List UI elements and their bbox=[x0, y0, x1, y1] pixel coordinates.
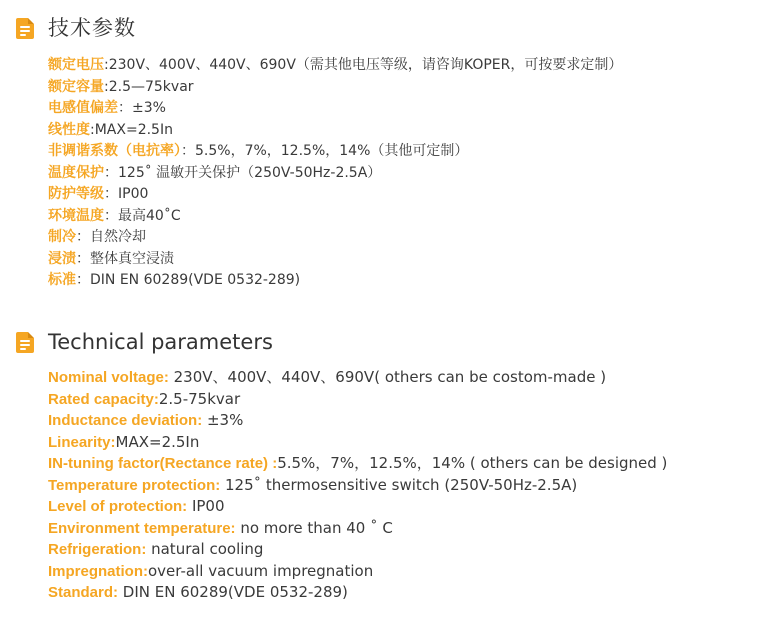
parameter-label: Inductance deviation: bbox=[48, 412, 203, 429]
parameter-value: natural cooling bbox=[146, 540, 264, 558]
parameter-label: 防护等级 bbox=[48, 186, 104, 202]
parameter-value: 5.5%，7%，12.5%，14% ( others can be designed ) bbox=[277, 454, 668, 472]
parameter-row bbox=[48, 227, 622, 249]
parameter-label: 额定电压 bbox=[48, 57, 104, 73]
parameter-row bbox=[48, 475, 667, 497]
parameter-value: MAX=2.5In bbox=[94, 121, 173, 138]
parameter-row bbox=[48, 561, 667, 583]
parameter-row bbox=[48, 55, 622, 77]
parameter-label: IN-tuning factor(Rectance rate) : bbox=[48, 455, 278, 472]
parameter-row bbox=[48, 432, 667, 454]
parameter-label: 非调谐系数（电抗率） bbox=[48, 143, 181, 159]
parameter-label: 环境温度 bbox=[48, 207, 104, 224]
parameter-row bbox=[48, 367, 667, 389]
parameter-row bbox=[48, 120, 622, 142]
parameter-row bbox=[48, 249, 622, 271]
parameter-row bbox=[48, 184, 622, 206]
separator: ： bbox=[76, 250, 90, 267]
parameter-label: 线性度 bbox=[48, 121, 90, 138]
parameter-label: 浸渍 bbox=[48, 250, 76, 267]
parameter-row bbox=[48, 163, 622, 185]
english-section bbox=[0, 326, 763, 601]
section-title: Technical parameters bbox=[48, 330, 273, 354]
separator: ： bbox=[181, 143, 195, 159]
parameter-list bbox=[48, 55, 622, 292]
document-icon bbox=[16, 18, 34, 39]
parameter-label: Impregnation: bbox=[48, 562, 148, 580]
parameter-value: 230V、400V、440V、690V( others can be costom-made ) bbox=[168, 368, 607, 386]
section-heading bbox=[0, 12, 763, 44]
parameter-row bbox=[48, 389, 667, 411]
parameter-row bbox=[48, 539, 667, 561]
parameter-label: 温度保护 bbox=[48, 164, 104, 181]
parameter-value: MAX=2.5In bbox=[115, 432, 200, 451]
parameter-row bbox=[48, 141, 622, 163]
section-heading bbox=[0, 326, 763, 358]
parameter-label: Nominal voltage: bbox=[48, 369, 169, 386]
parameter-value: 自然冷却 bbox=[90, 229, 146, 245]
parameter-label: 额定容量 bbox=[48, 78, 104, 95]
separator: ： bbox=[104, 207, 118, 224]
parameter-value: 230V、400V、440V、690V（需其他电压等级，请咨询KOPER，可按要求定制） bbox=[108, 57, 623, 73]
parameter-value: ±3% bbox=[132, 100, 166, 116]
separator: ： bbox=[76, 272, 90, 288]
document-icon bbox=[16, 332, 34, 353]
parameter-label: 制冷 bbox=[48, 229, 76, 245]
parameter-value: 125˚ thermosensitive switch (250V-50Hz-2.5A) bbox=[220, 475, 578, 494]
chinese-section bbox=[0, 12, 763, 288]
separator: : bbox=[104, 57, 109, 73]
parameter-row bbox=[48, 582, 667, 604]
parameter-row bbox=[48, 77, 622, 99]
separator: : bbox=[90, 121, 95, 138]
parameter-label: Rated capacity: bbox=[48, 390, 159, 408]
separator: ： bbox=[104, 186, 118, 202]
parameter-value: 5.5%，7%，12.5%，14%（其他可定制） bbox=[195, 143, 469, 159]
parameter-value: no more than 40 ˚ C bbox=[235, 518, 393, 537]
section-title: 技术参数 bbox=[48, 16, 136, 40]
separator: ： bbox=[118, 100, 132, 116]
parameter-value: 125˚ 温敏开关保护（250V-50Hz-2.5A） bbox=[118, 164, 382, 181]
parameter-label: Environment temperature: bbox=[48, 519, 236, 537]
parameter-value: 2.5-75kvar bbox=[158, 389, 241, 408]
parameter-label: Linearity: bbox=[48, 433, 116, 451]
parameter-label: 电感值偏差 bbox=[48, 100, 118, 116]
parameter-value: IP00 bbox=[187, 497, 225, 515]
separator: ： bbox=[76, 229, 90, 245]
parameter-list bbox=[48, 367, 667, 604]
separator: ： bbox=[104, 164, 118, 181]
parameter-value: 2.5—75kvar bbox=[108, 78, 194, 95]
parameter-label: Level of protection: bbox=[48, 498, 188, 515]
parameter-value: 最高40˚C bbox=[118, 207, 181, 224]
parameter-label: 标准 bbox=[48, 272, 76, 288]
parameter-row bbox=[48, 410, 667, 432]
parameter-row bbox=[48, 496, 667, 518]
parameter-value: over-all vacuum impregnation bbox=[148, 561, 374, 580]
parameter-value: ±3% bbox=[202, 411, 244, 429]
parameter-label: Refrigeration: bbox=[48, 541, 147, 558]
parameter-row bbox=[48, 98, 622, 120]
parameter-row bbox=[48, 206, 622, 228]
separator: : bbox=[104, 78, 109, 95]
parameter-value: 整体真空浸渍 bbox=[90, 250, 174, 267]
parameter-row bbox=[48, 270, 622, 292]
parameter-row bbox=[48, 518, 667, 540]
parameter-value: IP00 bbox=[118, 186, 149, 202]
parameter-label: Temperature protection: bbox=[48, 476, 221, 494]
parameter-row bbox=[48, 453, 667, 475]
parameter-value: DIN EN 60289(VDE 0532-289) bbox=[118, 583, 348, 601]
parameter-label: Standard: bbox=[48, 584, 119, 601]
parameter-value: DIN EN 60289(VDE 0532-289) bbox=[90, 272, 301, 288]
